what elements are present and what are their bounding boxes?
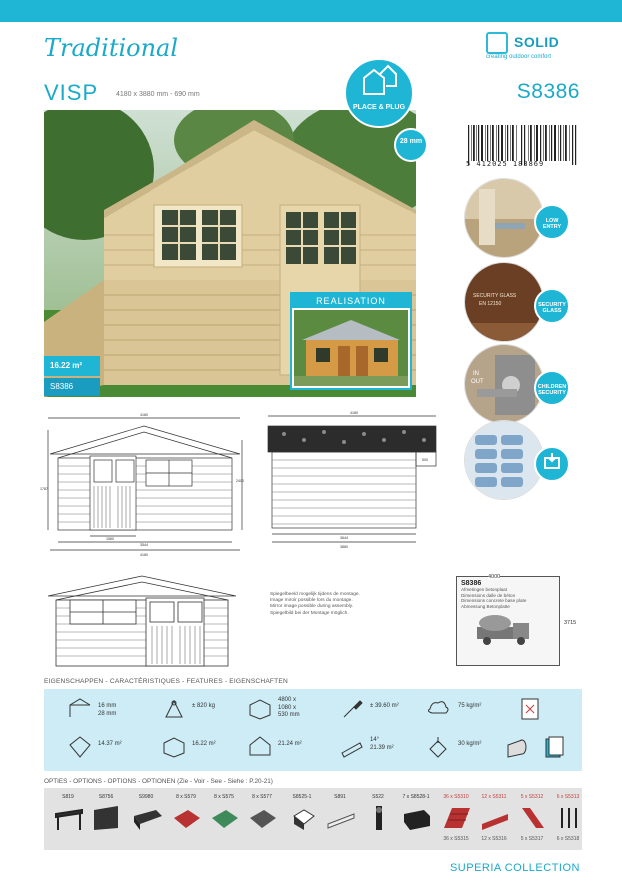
front-door-width: 1560 xyxy=(106,537,114,541)
option-label: S819 xyxy=(62,794,74,800)
ridge-tile-icon xyxy=(480,804,510,832)
series-title: Traditional xyxy=(44,34,179,62)
code-badge: S8386 xyxy=(44,378,100,396)
slab-line-de: Abmessung Betonplatte xyxy=(461,603,510,609)
feature-low-entry xyxy=(462,178,582,266)
low-entry-icon: LOW ENTRY xyxy=(534,204,570,240)
feature-package xyxy=(462,420,582,508)
option-label: S8525-1 xyxy=(292,794,312,800)
children-security-icon: CHILDREN SECURITY xyxy=(534,370,570,406)
out-label: OUT xyxy=(471,379,484,385)
wall-thickness-icon xyxy=(68,697,92,721)
package-icon xyxy=(534,446,570,482)
low-entry-photo xyxy=(464,178,544,258)
front-width-bot: 4180 xyxy=(140,553,148,557)
front-width-top: 4180 xyxy=(140,413,148,417)
option-sub: 5 x S5317 xyxy=(520,836,544,842)
mirror-note-en: Mirror image possible during assembly. xyxy=(270,604,354,610)
option-label: S9980 xyxy=(138,794,154,800)
slab-line-fr: Dimensions dalle de béton xyxy=(461,592,516,598)
gutter-icon xyxy=(326,804,356,832)
front-height-left: 1787 xyxy=(40,487,48,491)
slab-line-nl: Afmetingen betonplaat xyxy=(461,587,507,592)
mirror-note-fr: Image miroir possible lors du montage. xyxy=(270,598,353,604)
green-shingles-icon xyxy=(210,804,240,832)
edge-tile-icon xyxy=(518,804,548,832)
prop-value: ± 39.60 m² xyxy=(370,703,399,709)
product-code: S8386 xyxy=(516,80,580,103)
package-photo xyxy=(464,420,544,500)
security-glass-norm: EN 12150 xyxy=(479,301,502,307)
side-width-top: 4180 xyxy=(350,411,358,415)
anchor-icon xyxy=(364,804,394,832)
option-label: 8 x S575 xyxy=(214,794,234,800)
prop-value: 21.24 m² xyxy=(278,741,302,747)
booklet-icon xyxy=(542,735,566,759)
brand-logo xyxy=(486,30,582,62)
solid-logo-icon xyxy=(486,32,508,54)
option-sub: 36 x S5315 xyxy=(443,836,469,842)
slab-code: S8386 xyxy=(461,580,482,587)
prop-value: 16.22 m² xyxy=(192,741,216,747)
in-label: IN xyxy=(473,371,479,377)
brand-tagline: creating outdoor comfort xyxy=(486,54,552,60)
properties-panel xyxy=(44,689,582,771)
base-area-icon xyxy=(162,735,186,759)
option-label: 7 x S8528-1 xyxy=(402,794,430,800)
model-name: VISP xyxy=(44,80,99,105)
feature-security-glass xyxy=(462,262,582,350)
concrete-truck-icon xyxy=(475,613,535,647)
place-plug-icon xyxy=(346,60,412,100)
slab-width: 4000 xyxy=(488,574,501,580)
options-panel xyxy=(44,788,582,850)
option-label: 6 x S5313 xyxy=(556,794,580,800)
area-badge: 16.22 m² xyxy=(44,356,100,376)
children-security-photo xyxy=(464,344,544,424)
side-width-bot: 3880 xyxy=(340,545,348,549)
floor-area-icon xyxy=(68,735,92,759)
realisation-photo xyxy=(294,310,408,386)
option-item xyxy=(550,788,586,850)
place-plug-badge xyxy=(344,58,414,128)
options-title: OPTIES - OPTIONS - OPTIONS - OPTIONEN (Zie - Voir - See - Siehe : P.20-21) xyxy=(44,778,273,785)
realisation-title: REALISATION xyxy=(292,294,410,308)
prop-value: 75 kg/m² xyxy=(458,703,482,709)
security-glass-text: SECURITY GLASS xyxy=(473,293,517,299)
carport-icon xyxy=(54,804,84,832)
concrete-slab-box xyxy=(456,576,560,666)
slab-height: 3715 xyxy=(564,620,577,626)
snow-load-icon xyxy=(426,697,450,721)
option-label: S8756 xyxy=(98,794,114,800)
side-shelter-icon xyxy=(92,804,122,832)
option-label: 8 x S579 xyxy=(176,794,196,800)
properties-title: EIGENSCHAPPEN - CARACTÉRISTIQUES - FEATURES - EIGENSCHAFTEN xyxy=(44,678,288,685)
wind-load-icon xyxy=(426,735,450,759)
roof-slope-icon xyxy=(340,735,364,759)
stain-can-icon xyxy=(288,804,318,832)
collection-label: SUPERIA COLLECTION xyxy=(449,862,580,874)
weight-icon xyxy=(162,697,186,721)
place-plug-label: PLACE & PLUG xyxy=(352,104,406,111)
mirror-elevation-drawing xyxy=(44,574,240,670)
option-label: S891 xyxy=(334,794,346,800)
side-elevation-drawing xyxy=(264,410,442,550)
front-width-mid: 3544 xyxy=(140,543,148,547)
roof-area-icon xyxy=(248,735,272,759)
mirror-note-de: Spiegelbild bei der Montage möglich. xyxy=(270,610,349,616)
roofing-roll-icon xyxy=(504,735,528,759)
slab-line-en: Dimensions concrete base plate xyxy=(461,598,527,604)
red-shingles-icon xyxy=(172,804,202,832)
prop-value: 14.37 m² xyxy=(98,741,122,747)
brand-name: SOLID xyxy=(514,34,560,50)
roof-tiles-icon xyxy=(442,804,472,832)
option-sub: 12 x S5316 xyxy=(481,836,507,842)
package-size-icon xyxy=(248,697,272,721)
option-sub: 6 x S5318 xyxy=(556,836,580,842)
mirror-note xyxy=(270,592,410,617)
security-glass-icon: SECURITY GLASS xyxy=(534,288,570,324)
realisation-inset xyxy=(290,292,412,390)
barcode-digits: 5 412025 183869 xyxy=(466,160,545,168)
grey-shingles-icon xyxy=(248,804,278,832)
model-dimensions: 4180 x 3880 mm - 690 mm xyxy=(116,91,200,98)
prop-value: 30 kg/m² xyxy=(458,741,482,747)
screws-icon xyxy=(554,804,584,832)
option-label: 12 x S5311 xyxy=(481,794,507,800)
paint-brush-icon xyxy=(340,697,364,721)
security-glass-photo xyxy=(464,262,544,342)
top-accent-bar xyxy=(0,0,622,22)
prop-value: ± 820 kg xyxy=(192,703,215,709)
prop-value: 16 mm 28 mm xyxy=(98,703,117,717)
option-label: 8 x S577 xyxy=(252,794,272,800)
front-elevation-drawing xyxy=(40,410,252,558)
side-width-mid: 3644 xyxy=(340,536,348,540)
option-label: 5 x S5312 xyxy=(520,794,544,800)
black-roof-icon xyxy=(402,804,432,832)
prop-value: 14° 21.39 m² xyxy=(370,737,394,751)
side-dim: 500 xyxy=(422,458,428,462)
mirror-note-nl: Spiegelbeeld mogelijk tijdens de montage. xyxy=(270,592,360,597)
feature-children-security xyxy=(462,344,582,432)
prop-value: 4800 x 1080 x 530 mm xyxy=(278,697,300,718)
front-height-right: 2400 xyxy=(236,479,244,483)
manual-icon xyxy=(518,697,542,721)
wall-thickness-badge: 28 mm xyxy=(394,128,428,162)
option-label: S522 xyxy=(372,794,384,800)
option-label: 36 x S5310 xyxy=(443,794,469,800)
floor-icon xyxy=(132,804,162,832)
